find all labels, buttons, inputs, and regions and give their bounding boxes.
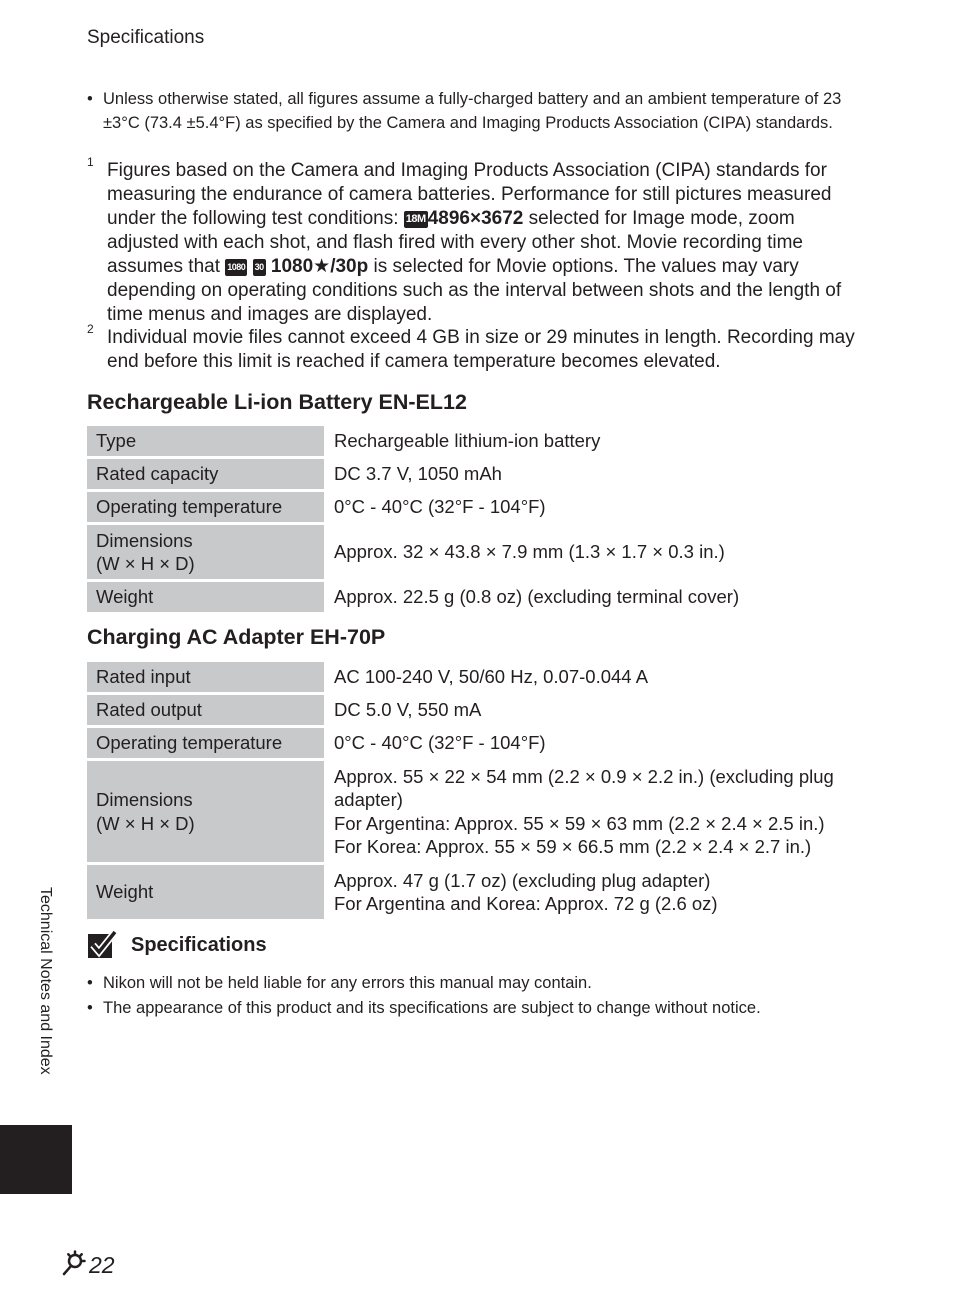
- spec-value: Rechargeable lithium-ion battery: [334, 430, 601, 452]
- footnote-text: selected for Image mode, zoom adjusted with each shot, and flash fired with every other shot. Movie recording time assumes that: [107, 208, 803, 277]
- page-number: [61, 1250, 115, 1281]
- battery-spec-table: [87, 423, 864, 615]
- adapter-spec-table: [87, 659, 864, 922]
- spec-value: Approx. 32 × 43.8 × 7.9 mm (1.3 × 1.7 × 0.3 in.): [334, 541, 725, 563]
- table-row: [87, 761, 864, 862]
- spec-label: Operating temperature: [87, 492, 324, 522]
- spec-label: [87, 761, 324, 862]
- movie-option-value: 1080★/30p: [270, 256, 369, 277]
- table-row: [87, 492, 864, 522]
- table-row: [87, 525, 864, 579]
- spec-value: 0°C - 40°C (32°F - 104°F): [334, 732, 546, 754]
- spec-label: Type: [87, 426, 324, 456]
- footnote-2: [87, 322, 867, 374]
- footnote-1: [87, 155, 867, 327]
- section-side-label: Technical Notes and Index: [37, 887, 54, 1075]
- spec-value-line: For Argentina: Approx. 55 × 59 × 63 mm (2.2 × 2.4 × 2.5 in.): [334, 812, 825, 834]
- table-row: [87, 695, 864, 725]
- spec-value-line: Approx. 55 × 22 × 54 mm (2.2 × 0.9 × 2.2 in.) (excluding plug adapter): [334, 765, 834, 810]
- table-row: [87, 459, 864, 489]
- general-note-text: Unless otherwise stated, all figures assume a fully-charged battery and an ambient temperature of 23 ±3°C (73.4 ±5.4°F) as specified by the Camera and Imaging Products Association (CIPA) standards.: [103, 90, 842, 132]
- table-row: [87, 728, 864, 758]
- table-row: [87, 582, 864, 612]
- spec-label: [87, 525, 324, 579]
- spec-label: Operating temperature: [87, 728, 324, 758]
- battery-section-title: Rechargeable Li-ion Battery EN-EL12: [87, 390, 467, 414]
- footnote-number: 1: [87, 155, 94, 169]
- spec-label-line: (W × H × D): [96, 553, 195, 574]
- spec-label-line: Dimensions: [96, 789, 193, 810]
- specifications-note-header: [87, 928, 267, 962]
- specifications-note-title: Specifications: [131, 933, 267, 956]
- spec-note-item: [87, 972, 877, 996]
- general-note: [87, 88, 877, 135]
- movie-size-icon: 1080: [225, 259, 247, 276]
- spec-label: Rated input: [87, 662, 324, 692]
- adapter-section-title: Charging AC Adapter EH-70P: [87, 625, 386, 649]
- spec-note-text: Nikon will not be held liable for any errors this manual may contain.: [103, 974, 592, 992]
- spec-value: AC 100-240 V, 50/60 Hz, 0.07-0.044 A: [334, 666, 649, 688]
- movie-frame-rate-icon: 30: [253, 259, 266, 276]
- table-row: [87, 865, 864, 919]
- spec-value: [324, 761, 864, 862]
- bullet: •: [87, 974, 93, 992]
- spec-label: Weight: [87, 865, 324, 919]
- running-header: Specifications: [87, 27, 205, 48]
- bullet: •: [87, 999, 93, 1017]
- spec-label: Weight: [87, 582, 324, 612]
- spec-value-line: For Korea: Approx. 55 × 59 × 66.5 mm (2.2 × 2.4 × 2.7 in.): [334, 836, 812, 857]
- image-mode-icon: 18M: [404, 211, 428, 228]
- footnote-text: Figures based on the Camera and Imaging Products Association (CIPA) standards for measuring the endurance of camera batteries. Performance for still pictures measured under the following test conditions:: [107, 160, 832, 229]
- spec-value: [324, 865, 864, 919]
- spec-label: Rated output: [87, 695, 324, 725]
- reference-icon: [61, 1250, 87, 1281]
- table-row: [87, 662, 864, 692]
- spec-label: Rated capacity: [87, 459, 324, 489]
- footnote-text: is selected for Movie options. The values may vary depending on operating conditions such as the interval between shots and the length of time menus and images are displayed.: [107, 256, 842, 325]
- footnote-number: 2: [87, 322, 94, 336]
- spec-note-item: [87, 997, 877, 1021]
- section-tab[interactable]: [0, 1125, 72, 1194]
- table-row: [87, 426, 864, 456]
- spec-note-text: The appearance of this product and its specifications are subject to change without notice.: [103, 999, 761, 1017]
- page-number-text: 22: [89, 1252, 115, 1278]
- spec-value: DC 5.0 V, 550 mA: [334, 699, 482, 721]
- checkmark-icon: [87, 930, 117, 960]
- spec-value-line: Approx. 47 g (1.7 oz) (excluding plug adapter): [334, 869, 711, 891]
- spec-value: Approx. 22.5 g (0.8 oz) (excluding terminal cover): [334, 586, 740, 608]
- spec-value-line: For Argentina and Korea: Approx. 72 g (2.6 oz): [334, 893, 718, 914]
- spec-label-line: (W × H × D): [96, 812, 195, 834]
- bullet: •: [87, 90, 93, 108]
- spec-value: DC 3.7 V, 1050 mAh: [334, 463, 502, 485]
- image-mode-value: 4896×3672: [427, 208, 524, 229]
- footnote-text: Individual movie files cannot exceed 4 GB in size or 29 minutes in length. Recording may end before this limit is reached if camera temperature becomes elevated.: [107, 327, 855, 372]
- spec-label-line: Dimensions: [96, 529, 193, 551]
- spec-value: 0°C - 40°C (32°F - 104°F): [334, 496, 546, 518]
